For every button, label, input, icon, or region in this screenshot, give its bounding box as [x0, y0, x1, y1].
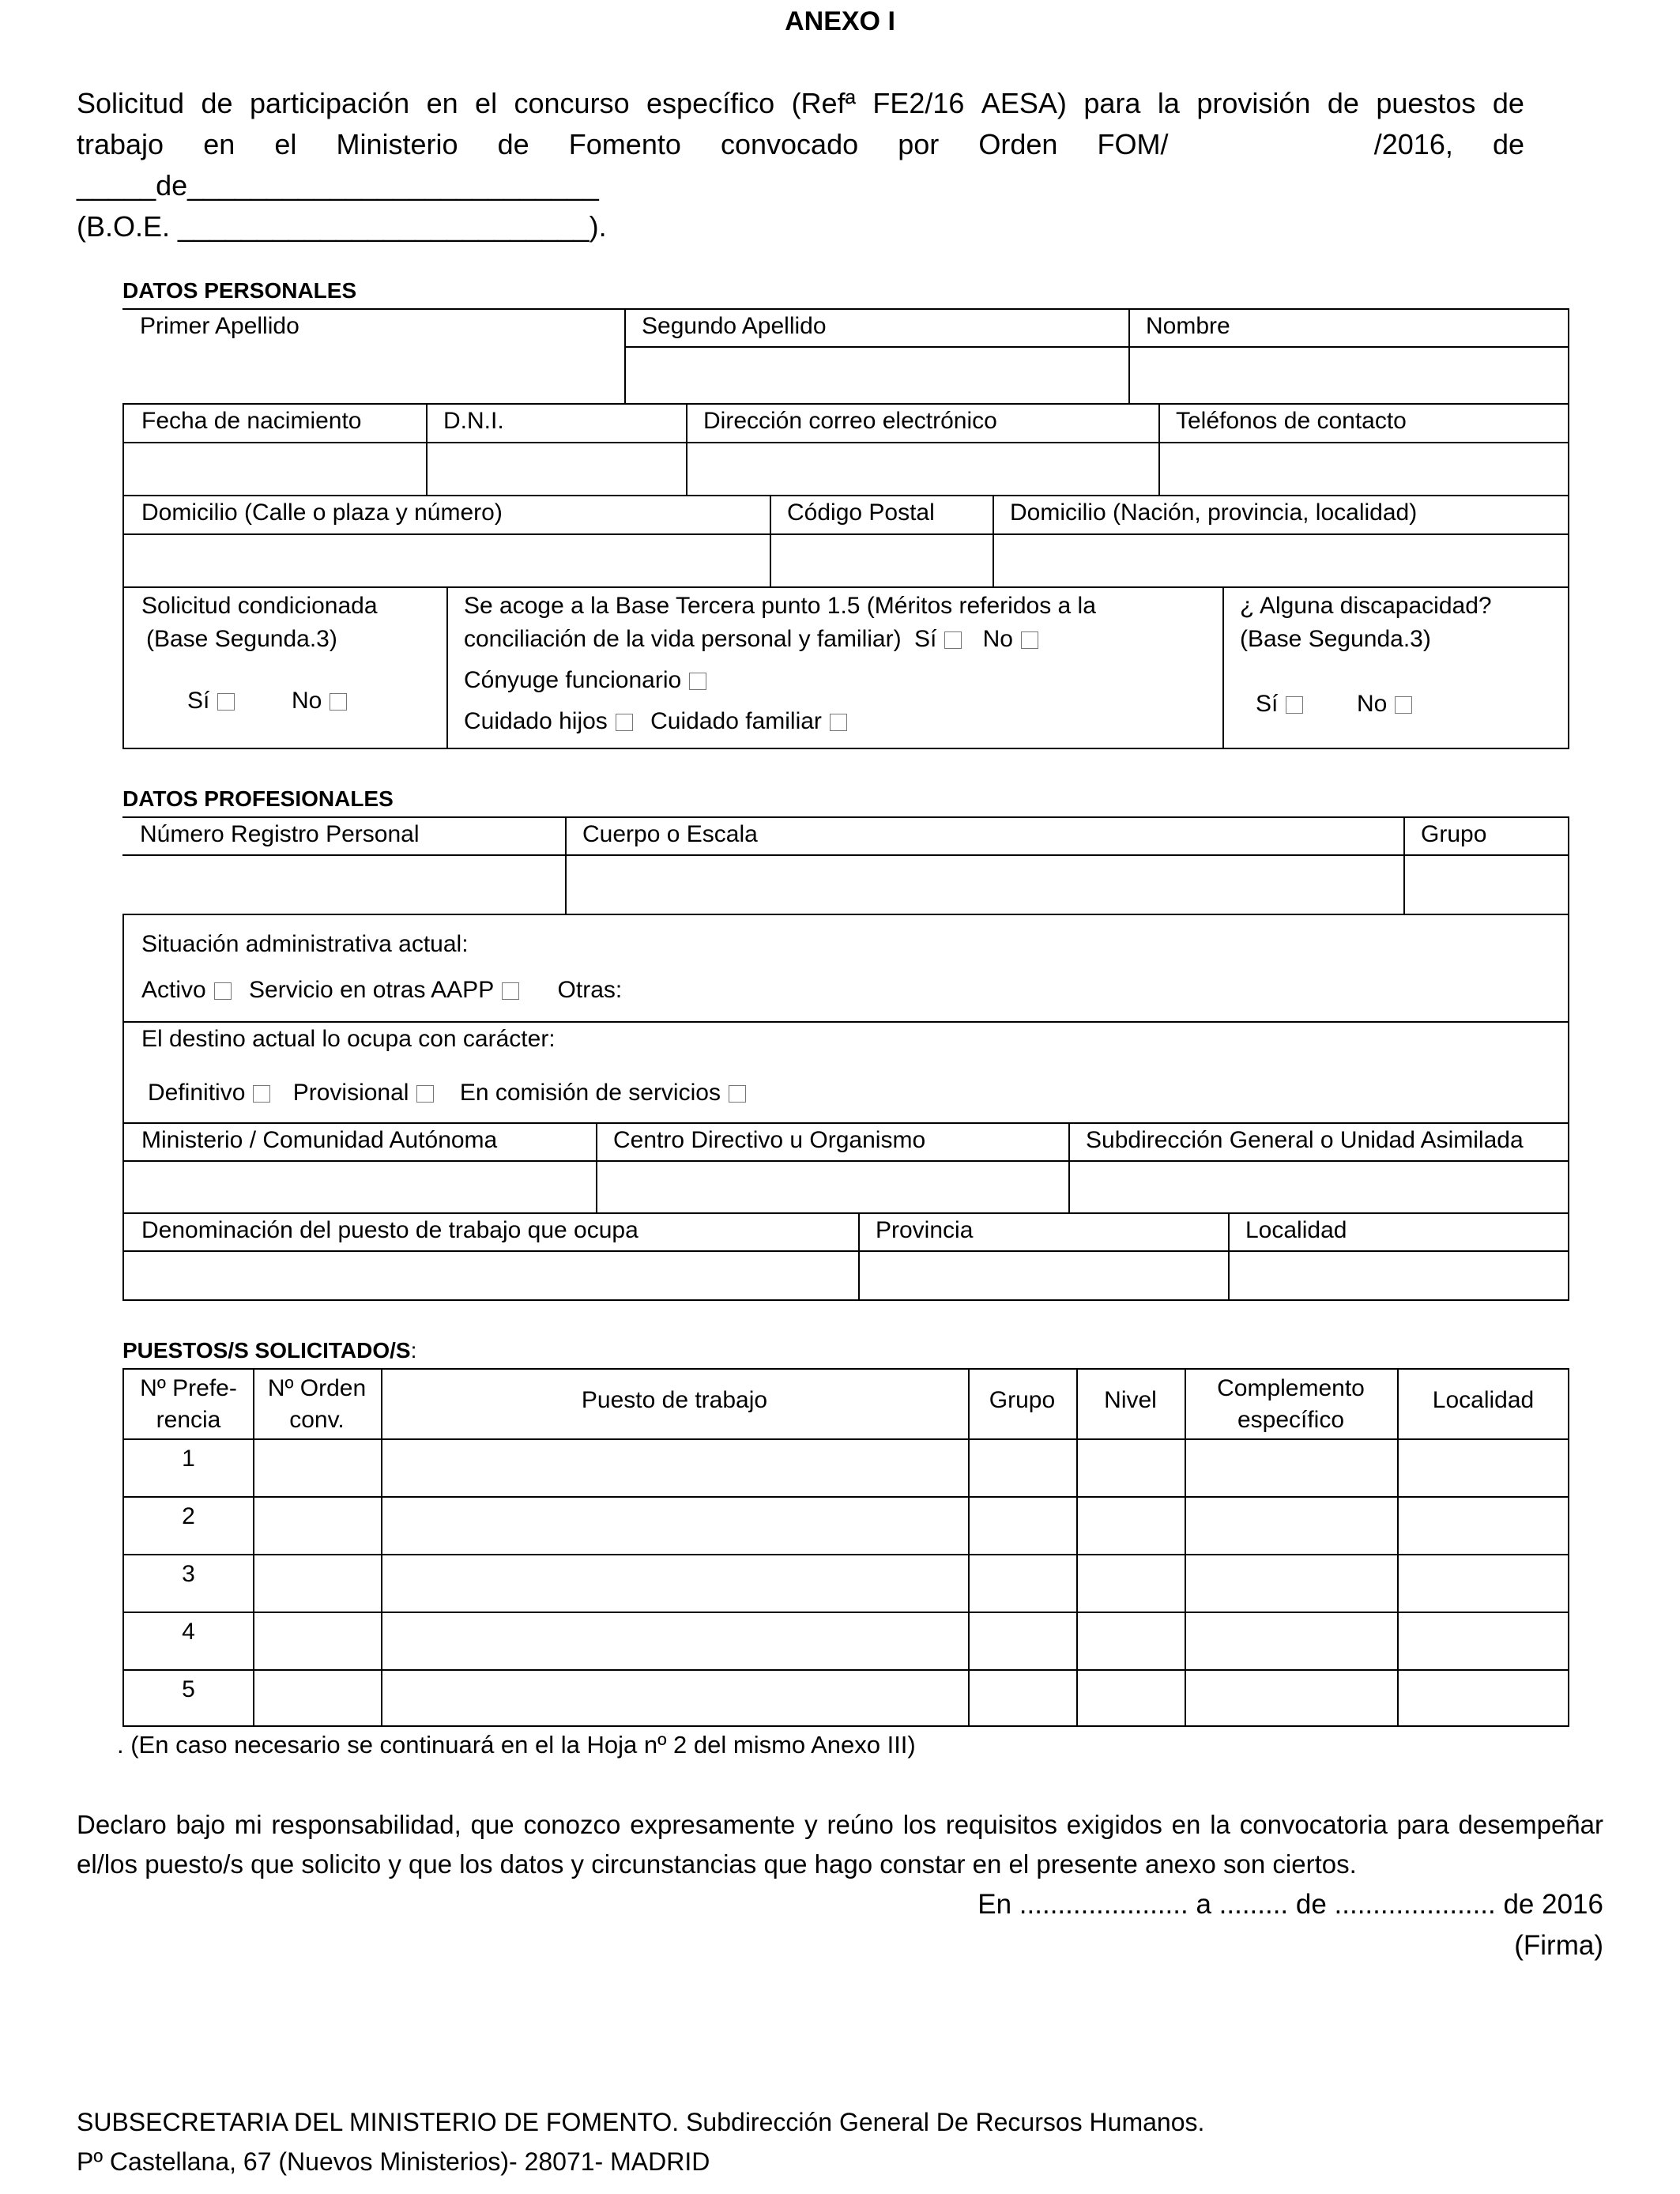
checkbox-discapacidad-si[interactable]	[1286, 696, 1303, 714]
intro-word: convocado	[720, 128, 859, 160]
conditions-block	[122, 586, 1569, 749]
label-fecha-nacimiento: Fecha de nacimiento	[141, 408, 362, 434]
checkbox-discapacidad-no[interactable]	[1395, 696, 1412, 714]
place-date-line: En ...................... a ......... de ..................... de 2016	[977, 1889, 1603, 1920]
label-situacion: Situación administrativa actual:	[141, 931, 469, 957]
intro-word: FOM/	[1097, 128, 1169, 160]
signature-label: (Firma)	[1514, 1930, 1603, 1961]
intro-word: el	[274, 128, 297, 160]
section-heading-posts	[122, 1338, 416, 1363]
footer-line-2: Pº Castellana, 67 (Nuevos Ministerios)- 28071- MADRID	[77, 2147, 710, 2176]
intro-paragraph	[77, 83, 1524, 247]
intro-word: en	[426, 87, 458, 119]
field-centro[interactable]	[597, 1162, 1067, 1212]
col-header-localidad: Localidad	[1432, 1387, 1535, 1413]
field-grupo[interactable]	[1405, 856, 1566, 914]
col-header-preferencia	[124, 1373, 253, 1436]
address-block	[122, 495, 1569, 588]
footer-line-1: SUBSECRETARIA DEL MINISTERIO DE FOMENTO. Subdirección General De Recursos Humanos.	[77, 2108, 1205, 2136]
field-primer-apellido[interactable]	[122, 348, 623, 403]
col-header-nivel: Nivel	[1104, 1387, 1157, 1413]
intro-word: para	[1083, 87, 1141, 119]
col-comp-line1: Complemento	[1217, 1375, 1365, 1401]
checkbox-cuidado-hijos[interactable]	[616, 714, 633, 731]
label-activo: Activo	[141, 977, 206, 1003]
label-cuidado-hijos: Cuidado hijos	[464, 708, 608, 734]
label-cuidado-familiar: Cuidado familiar	[650, 708, 822, 734]
label-otras: Otras:	[557, 977, 623, 1003]
document-title: ANEXO I	[785, 6, 895, 36]
contact-block	[122, 403, 1569, 496]
checkbox-definitivo[interactable]	[253, 1085, 270, 1103]
field-cuerpo[interactable]	[567, 856, 1402, 914]
discapacidad-si	[1256, 691, 1303, 718]
checkbox-acoge-no[interactable]	[1021, 631, 1038, 649]
col-header-complemento	[1185, 1373, 1397, 1436]
col-comp-line2: específico	[1237, 1407, 1345, 1433]
intro-word: provisión	[1196, 87, 1311, 119]
intro-word: de	[1492, 87, 1524, 119]
label-cuerpo: Cuerpo o Escala	[582, 821, 758, 847]
table-row: 1	[182, 1446, 195, 1472]
label-localidad: Localidad	[1245, 1217, 1347, 1243]
col-pref-line1: Nº Prefe-	[140, 1375, 237, 1401]
label-domicilio-nacion: Domicilio (Nación, provincia, localidad)	[1010, 499, 1418, 526]
checkbox-provisional[interactable]	[416, 1085, 434, 1103]
checkbox-acoge-si[interactable]	[944, 631, 962, 649]
posts-heading-text: PUESTOS/S SOLICITADO/S	[122, 1338, 411, 1363]
checkbox-servicio-aapp[interactable]	[502, 982, 519, 1000]
field-telefonos[interactable]	[1160, 443, 1568, 495]
field-domicilio-nacion[interactable]	[994, 535, 1568, 586]
intro-word: FE2/16	[872, 87, 965, 119]
label-nombre: Nombre	[1146, 313, 1230, 339]
col-pref-line2: rencia	[156, 1407, 221, 1433]
field-provincia[interactable]	[860, 1252, 1226, 1299]
checkbox-conyuge[interactable]	[689, 673, 706, 690]
label-discapacidad: ¿ Alguna discapacidad?	[1240, 593, 1492, 619]
situacion-options	[141, 977, 622, 1004]
field-subdireccion[interactable]	[1070, 1162, 1568, 1212]
intro-word: Ministerio	[336, 128, 458, 160]
label-provisional: Provisional	[292, 1080, 409, 1106]
intro-word: concurso	[514, 87, 630, 119]
intro-word: Solicitud	[77, 87, 185, 119]
intro-word: de	[1492, 128, 1524, 160]
checkbox-activo[interactable]	[214, 982, 232, 1000]
field-fecha-nacimiento[interactable]	[124, 443, 424, 495]
col-orden-line1: Nº Orden	[267, 1375, 367, 1401]
table-row: 2	[182, 1503, 195, 1529]
intro-line-3: _____de__________________________	[77, 169, 599, 202]
table-row: 4	[182, 1619, 195, 1645]
field-dni[interactable]	[428, 443, 684, 495]
label-destino: El destino actual lo ocupa con carácter:	[141, 1026, 556, 1052]
label-acoge-line2: conciliación de la vida personal y familiar)	[464, 626, 902, 652]
label-segundo-apellido: Segundo Apellido	[642, 313, 827, 339]
checkbox-condicionada-no[interactable]	[330, 693, 347, 711]
intro-word: de	[201, 87, 233, 119]
checkbox-condicionada-si[interactable]	[217, 693, 235, 711]
checkbox-comision[interactable]	[729, 1085, 746, 1103]
destino-options	[148, 1080, 746, 1106]
label-disc-no: No	[1357, 691, 1388, 717]
label-base-segunda-2: (Base Segunda.3)	[1240, 626, 1431, 652]
label-acoge-line1: Se acoge a la Base Tercera punto 1.5 (Méritos referidos a la	[464, 593, 1096, 619]
organism-block	[122, 1122, 1569, 1214]
intro-word: la	[1157, 87, 1180, 119]
col-header-puesto: Puesto de trabajo	[581, 1387, 768, 1413]
label-servicio-aapp: Servicio en otras AAPP	[249, 977, 495, 1003]
post-location-block	[122, 1212, 1569, 1301]
label-nrp: Número Registro Personal	[140, 821, 420, 847]
label-telefonos: Teléfonos de contacto	[1176, 408, 1407, 434]
label-primer-apellido: Primer Apellido	[140, 313, 299, 339]
declaration-text: Declaro bajo mi responsabilidad, que conozco expresamente y reúno los requisitos exigidos en la convocatoria para desempeñar el/los puesto/s que solicito y que los datos y circunstancias que hago constar en el presente anexo son ciertos.	[77, 1810, 1603, 1879]
label-denominacion: Denominación del puesto de trabajo que ocupa	[141, 1217, 638, 1243]
section-heading-personal: DATOS PERSONALES	[122, 278, 357, 303]
professional-id-block	[122, 816, 1569, 915]
field-denominacion[interactable]	[124, 1252, 857, 1299]
label-no: No	[292, 688, 322, 714]
intro-word: (Refª	[791, 87, 856, 119]
intro-word: Fomento	[568, 128, 681, 160]
intro-word: en	[203, 128, 235, 160]
label-comision: En comisión de servicios	[459, 1080, 721, 1106]
table-row: 3	[182, 1561, 195, 1587]
intro-word: específico	[646, 87, 775, 119]
label-base-segunda: (Base Segunda.3)	[146, 626, 337, 652]
intro-line-1	[77, 83, 1524, 124]
intro-word: participación	[250, 87, 410, 119]
condicionada-si	[187, 688, 235, 714]
intro-line-2	[77, 124, 1524, 165]
label-dni: D.N.I.	[443, 408, 504, 434]
label-codigo-postal: Código Postal	[787, 499, 935, 526]
label-disc-si: Sí	[1256, 691, 1279, 717]
posts-note: . (En caso necesario se continuará en el la Hoja nº 2 del mismo Anexo III)	[117, 1731, 916, 1759]
intro-word: el	[475, 87, 498, 119]
discapacidad-no	[1357, 691, 1412, 718]
table-row: 5	[182, 1676, 195, 1702]
intro-line-4: (B.O.E. __________________________).	[77, 210, 607, 243]
label-centro: Centro Directivo u Organismo	[613, 1127, 926, 1153]
conyuge-option	[464, 667, 706, 694]
field-domicilio-calle[interactable]	[124, 535, 768, 586]
label-definitivo: Definitivo	[148, 1080, 246, 1106]
field-nombre[interactable]	[1130, 348, 1566, 403]
label-subdireccion: Subdirección General o Unidad Asimilada	[1086, 1127, 1524, 1153]
field-localidad[interactable]	[1230, 1252, 1568, 1299]
names-block	[122, 308, 1569, 405]
intro-word: de	[1327, 87, 1359, 119]
col-header-grupo: Grupo	[989, 1387, 1056, 1413]
intro-word: de	[497, 128, 529, 160]
label-provincia: Provincia	[876, 1217, 974, 1243]
label-conyuge: Cónyuge funcionario	[464, 667, 682, 693]
posts-heading-colon: :	[410, 1338, 417, 1363]
label-grupo: Grupo	[1421, 821, 1487, 847]
checkbox-cuidado-familiar[interactable]	[830, 714, 847, 731]
label-si: Sí	[187, 688, 210, 714]
field-nrp[interactable]	[122, 856, 563, 914]
intro-word: puestos	[1376, 87, 1476, 119]
col-orden-line2: conv.	[289, 1407, 345, 1433]
label-solicitud-condicionada: Solicitud condicionada	[141, 593, 378, 619]
cuidado-options	[464, 708, 847, 735]
field-codigo-postal[interactable]	[771, 535, 991, 586]
situation-block	[122, 914, 1569, 1124]
field-ministerio[interactable]	[124, 1162, 594, 1212]
posts-table	[122, 1368, 1569, 1727]
condicionada-no	[292, 688, 347, 714]
intro-word	[1208, 124, 1335, 165]
intro-word: trabajo	[77, 128, 164, 160]
intro-word: AESA)	[981, 87, 1067, 119]
field-email[interactable]	[687, 443, 1157, 495]
intro-word: Orden	[978, 128, 1058, 160]
intro-word: /2016,	[1373, 128, 1453, 160]
label-ministerio: Ministerio / Comunidad Autónoma	[141, 1127, 498, 1153]
col-header-orden	[253, 1373, 381, 1436]
label-acoge-no: No	[982, 626, 1013, 652]
label-acoge-si: Sí	[913, 626, 937, 652]
acoge-line2	[464, 626, 1038, 653]
label-domicilio-calle: Domicilio (Calle o plaza y número)	[141, 499, 503, 526]
label-email: Dirección correo electrónico	[703, 408, 997, 434]
field-segundo-apellido[interactable]	[626, 348, 1127, 403]
section-heading-professional: DATOS PROFESIONALES	[122, 786, 394, 811]
intro-word: por	[898, 128, 940, 160]
